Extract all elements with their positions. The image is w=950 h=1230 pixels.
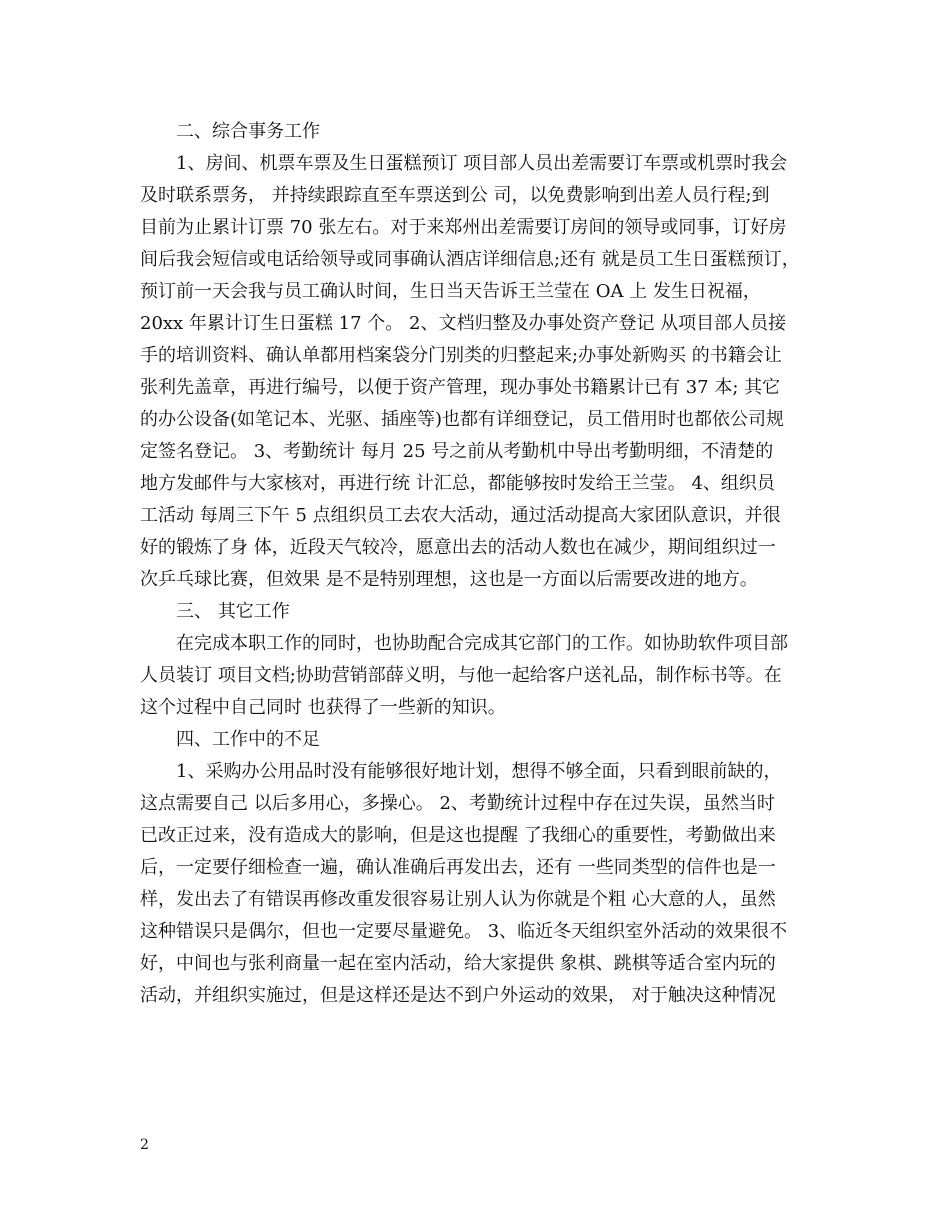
text-line: 样，发出去了有错误再修改重发很容易让别人认为你就是个粗 心大意的人，虽然 xyxy=(140,889,776,910)
text-line: 及时联系票务， 并持续跟踪直至车票送到公 司，以免费影响到出差人员行程;到 xyxy=(140,185,770,206)
text-line: 在完成本职工作的同时，也协助配合完成其它部门的工作。如协助软件项目部 xyxy=(176,633,788,654)
text-line: 次乒乓球比赛，但效果 是不是特别理想，这也是一方面以后需要改进的地方。 xyxy=(140,569,758,590)
paragraph-shortcomings xyxy=(140,756,816,1012)
text-line: 1、采购办公用品时没有能够很好地计划，想得不够全面，只看到眼前缺的， xyxy=(176,761,782,782)
text-line: 1、房间、机票车票及生日蛋糕预订 项目部人员出差需要订车票或机票时我会 xyxy=(176,153,788,174)
text-line: 间后我会短信或电话给领导或同事确认酒店详细信息;还有 就是员工生日蛋糕预订， xyxy=(140,249,800,270)
text-line: 张利先盖章，再进行编号，以便于资产管理，现办事处书籍累计已有 37 本; 其它 xyxy=(140,377,781,398)
page-number: 2 xyxy=(140,1137,149,1153)
text-line: 目前为止累计订票 70 张左右。对于来郑州出差需要订房间的领导或同事，订好房 xyxy=(140,217,787,238)
text-line: 好，中间也与张利商量一起在室内活动，给大家提供 象棋、跳棋等适合室内玩的 xyxy=(140,953,776,974)
text-line: 工活动 每周三下午 5 点组织员工去农大活动，通过活动提高大家团队意识，并很 xyxy=(140,505,781,526)
paragraph-other-work xyxy=(140,628,816,724)
text-line: 已改正过来，没有造成大的影响，但是这也提醒 了我细心的重要性，考勤做出来 xyxy=(140,825,776,846)
text-line: 地方发邮件与大家核对，再进行统 计汇总，都能够按时发给王兰莹。 4、组织员 xyxy=(140,473,775,494)
text-line: 好的锻炼了身 体，近段天气较冷，愿意出去的活动人数也在减少，期间组织过一 xyxy=(140,537,776,558)
text-line: 这个过程中自己同时 也获得了一些新的知识。 xyxy=(140,697,506,718)
section-heading-shortcomings: 四、工作中的不足 xyxy=(176,729,320,750)
document-page xyxy=(140,116,816,1012)
text-line: 这种错误只是偶尔，但也一定要尽量避免。 3、临近冬天组织室外活动的效果很不 xyxy=(140,921,788,942)
section-heading-general-affairs: 二、综合事务工作 xyxy=(176,121,320,142)
text-line: 活动，并组织实施过，但是这样还是达不到户外运动的效果， 对于触决这种情况 xyxy=(140,985,776,1006)
text-line: 人员装订 项目文档;协助营销部薛义明，与他一起给客户送礼品，制作标书等。在 xyxy=(140,665,782,686)
text-line: 20xx 年累计订生日蛋糕 17 个。 2、文档归整及办事处资产登记 从项目部人员接 xyxy=(140,313,787,334)
section-heading-other-work: 三、 其它工作 xyxy=(176,601,290,622)
paragraph-general-affairs xyxy=(140,148,816,596)
text-line: 这点需要自己 以后多用心，多操心。 2、考勤统计过程中存在过失误，虽然当时 xyxy=(140,793,775,814)
text-line: 后，一定要仔细检查一遍，确认准确后再发出去，还有 一些同类型的信件也是一 xyxy=(140,857,776,878)
text-line: 预订前一天会我与员工确认时间，生日当天告诉王兰莹在 OA 上 发生日祝福， xyxy=(140,281,761,302)
text-line: 定签名登记。 3、考勤统计 每月 25 号之前从考勤机中导出考勤明细，不清楚的 xyxy=(140,441,774,462)
text-line: 的办公设备(如笔记本、光驱、插座等)也都有详细登记，员工借用时也都依公司规 xyxy=(140,409,785,430)
text-line: 手的培训资料、确认单都用档案袋分门别类的归整起来;办事处新购买 的书籍会让 xyxy=(140,345,782,366)
